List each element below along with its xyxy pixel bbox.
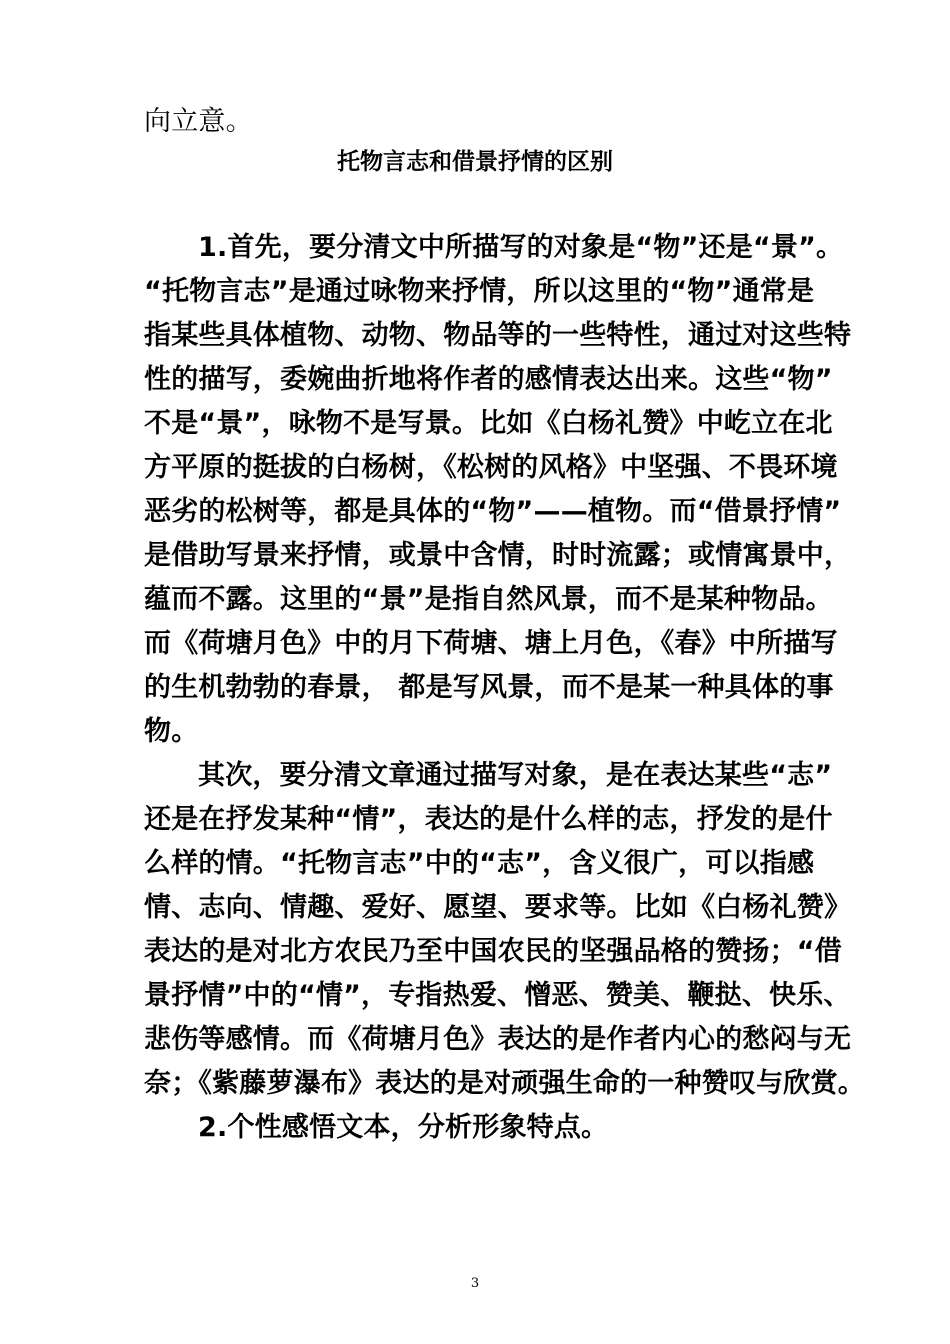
paragraph-line: 性的描写，委婉曲折地将作者的感情表达出来。这些“物” (144, 364, 833, 395)
paragraph-line: 2.个性感悟文本，分析形象特点。 (198, 1112, 609, 1143)
paragraph-line: 悲伤等感情。而《荷塘月色》表达的是作者内心的愁闷与无 (144, 1024, 852, 1055)
paragraph-line: 而《荷塘月色》中的月下荷塘、塘上月色，《春》中所描写 (144, 628, 838, 659)
paragraph-line: 方平原的挺拔的白杨树，《松树的风格》中坚强、不畏环境 (144, 452, 838, 483)
paragraph-line: 情、志向、情趣、爱好、愿望、要求等。比如《白杨礼赞》 (144, 892, 852, 923)
paragraph-line: 还是在抒发某种“情”，表达的是什么样的志，抒发的是什 (144, 804, 833, 835)
section-title: 托物言志和借景抒情的区别 (337, 149, 613, 175)
paragraph-line: 恶劣的松树等，都是具体的“物”——植物。而“借景抒情” (144, 496, 842, 527)
paragraph-line: 不是“景”，咏物不是写景。比如《白杨礼赞》中屹立在北 (144, 408, 833, 439)
paragraph-line: “托物言志”是通过咏物来抒情，所以这里的“物”通常是 (144, 276, 815, 307)
paragraph-line: 的生机勃勃的春景， 都是写风景，而不是某一种具体的事 (144, 672, 834, 703)
paragraph-line: 是借助写景来抒情，或景中含情，时时流露；或情寓景中， (144, 540, 852, 571)
page-number: 3 (470, 1276, 480, 1291)
paragraph-line: 奈；《紫藤萝瀑布》表达的是对顽强生命的一种赞叹与欣赏。 (144, 1068, 865, 1099)
paragraph-line: 1.首先，要分清文中所描写的对象是“物”还是“景”。 (198, 232, 844, 263)
carry-over-line: 向立意。 (144, 106, 253, 137)
paragraph-line: 表达的是对北方农民乃至中国农民的坚强品格的赞扬；“借 (144, 936, 842, 967)
paragraph-line: 景抒情”中的“情”，专指热爱、憎恶、赞美、鞭挞、快乐、 (144, 980, 851, 1011)
paragraph-line: 物。 (144, 716, 199, 747)
paragraph-line: 么样的情。“托物言志”中的“志”，含义很广，可以指感 (144, 848, 815, 879)
paragraph-line: 指某些具体植物、动物、物品等的一些特性，通过对这些特 (144, 320, 852, 351)
paragraph-line: 其次，要分清文章通过描写对象，是在表达某些“志” (198, 760, 833, 791)
paragraph-line: 蕴而不露。这里的“景”是指自然风景，而不是某种物品。 (144, 584, 833, 615)
